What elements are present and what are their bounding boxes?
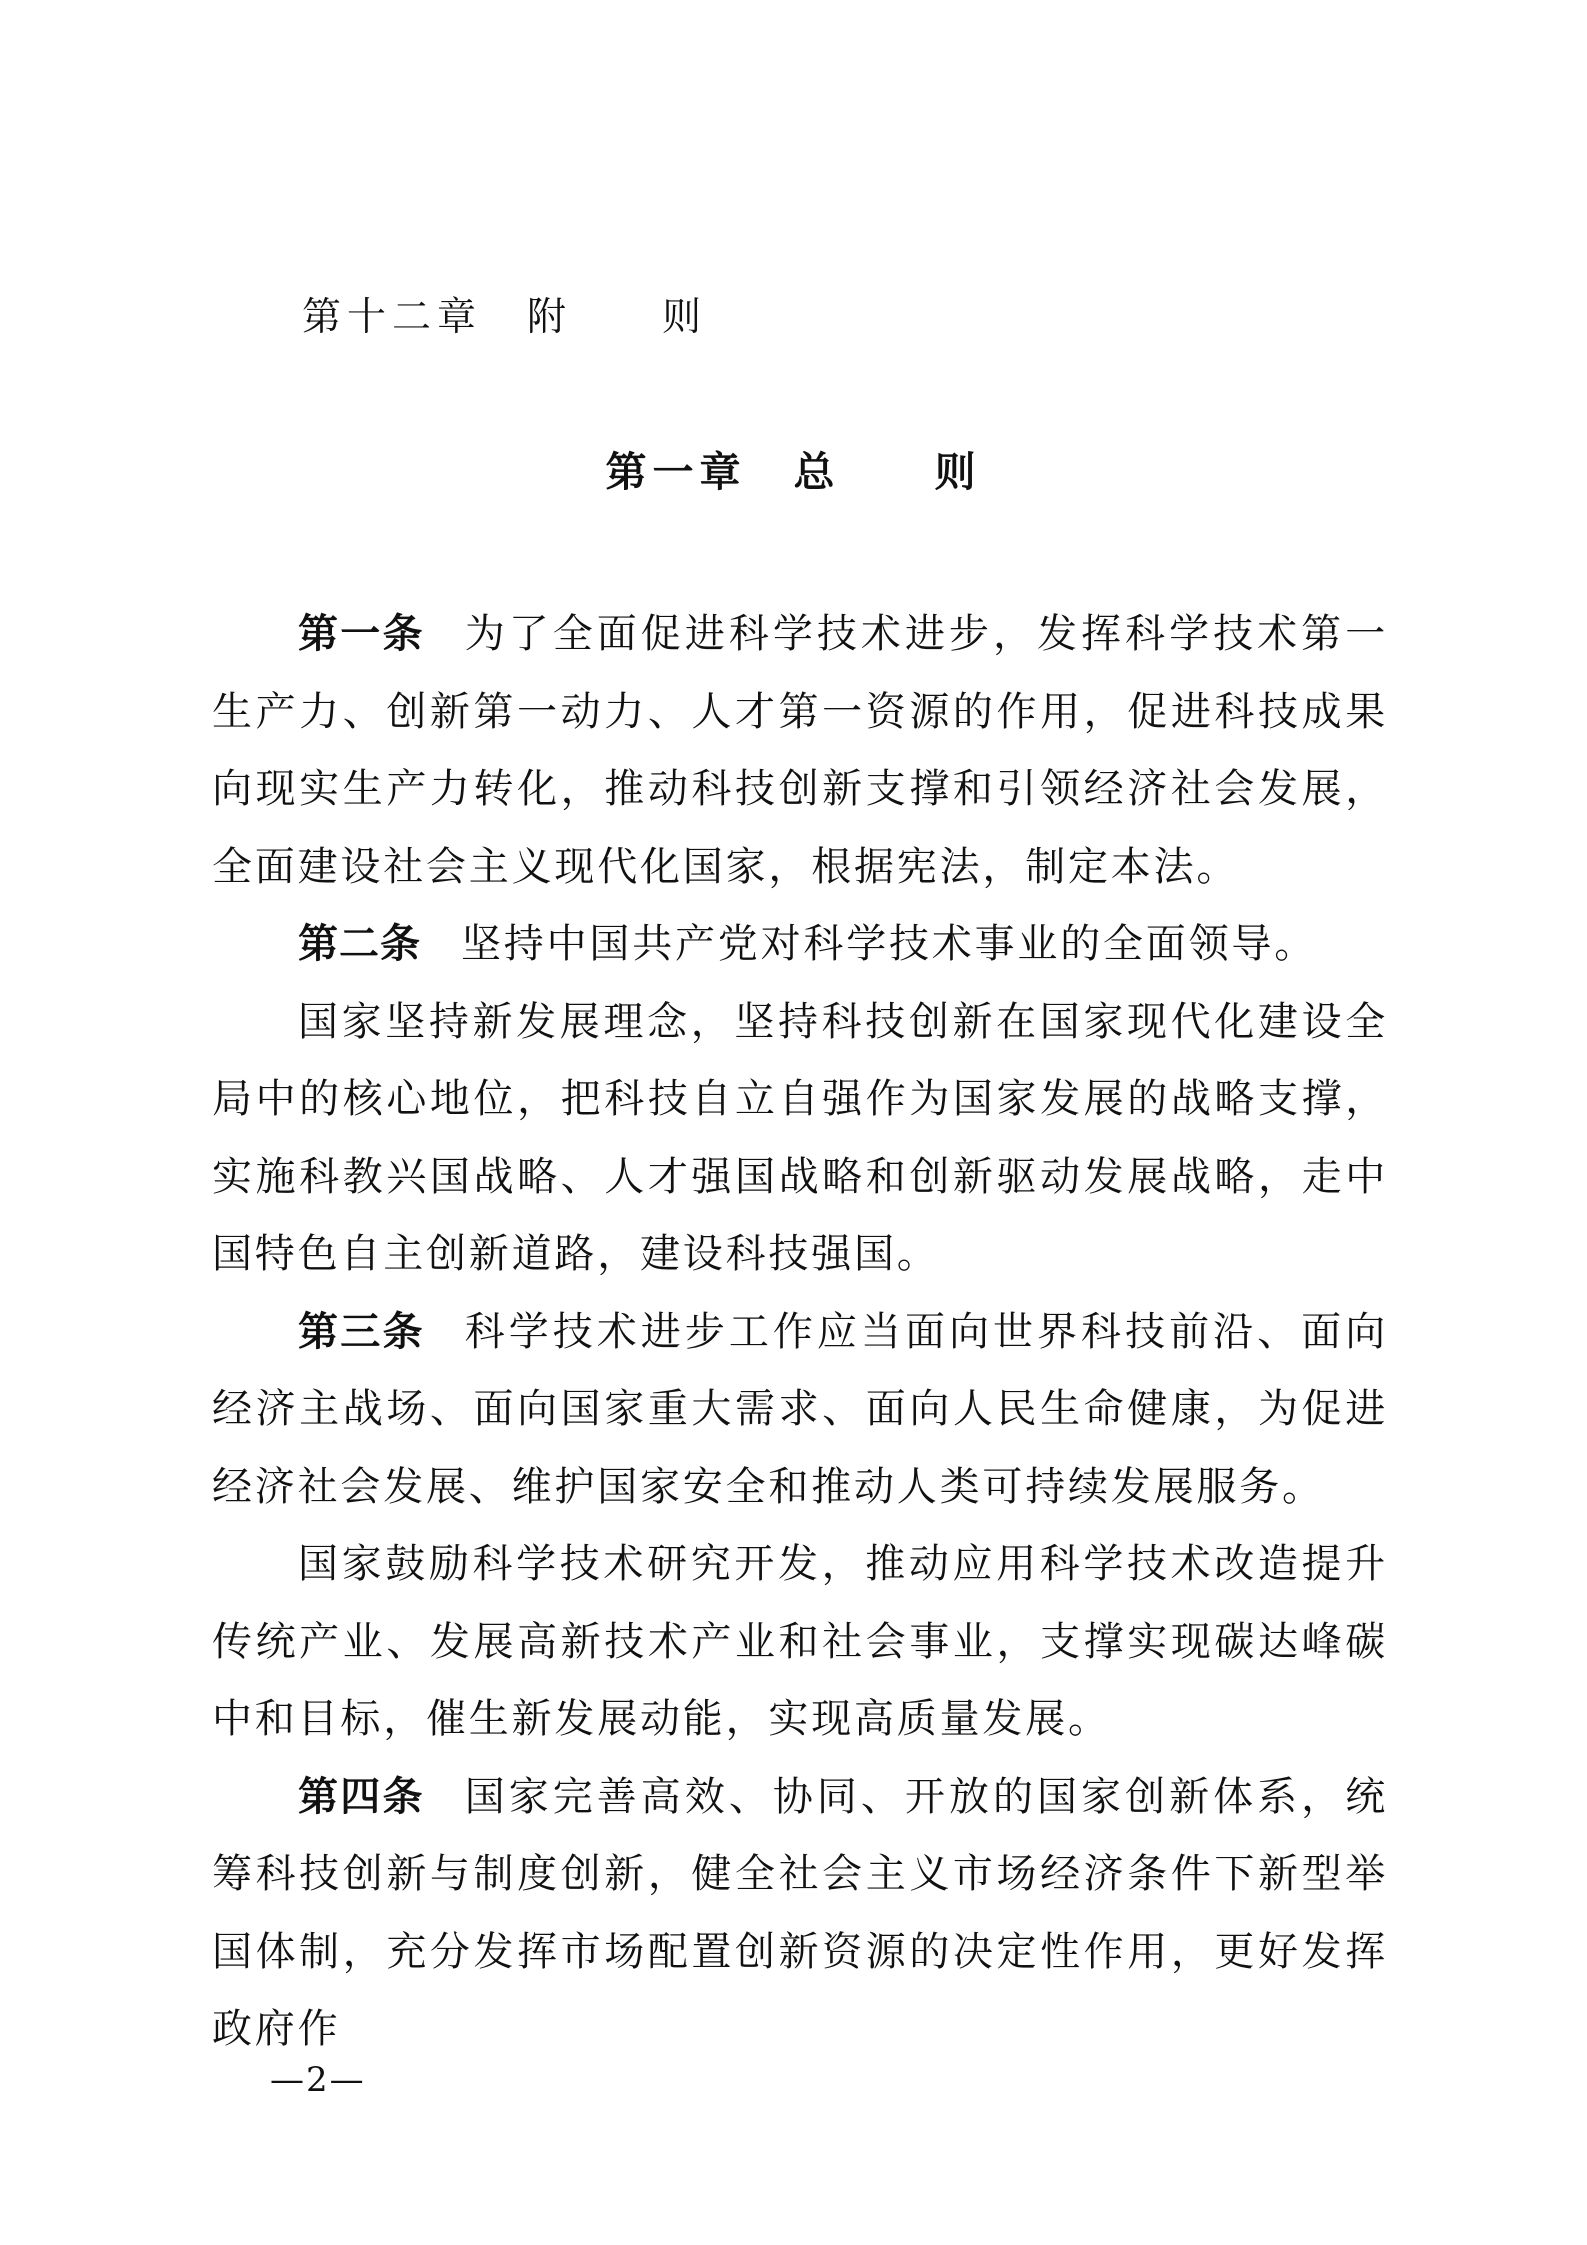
article-label: 第四条 — [298, 1773, 425, 1820]
article-3-paragraph — [212, 1294, 1388, 1527]
article-label: 第三条 — [298, 1308, 425, 1355]
article-label: 第一条 — [298, 611, 425, 657]
page-number: —2— — [270, 2060, 366, 2100]
paragraph-text: 坚持中国共产党对科学技术事业的全面领导。 — [461, 921, 1317, 967]
article-3-continuation — [212, 1526, 1388, 1759]
toc-entry-chapter-12: 第十二章 附 则 — [302, 295, 708, 340]
article-label: 第二条 — [298, 921, 421, 967]
paragraph-text: 国家完善高效、协同、开放的国家创新体系，统筹科技创新与制度创新，健全社会主义市场经济条件下新型举国体制，充分发挥市场配置创新资源的决定性作用，更好发挥政府作 — [212, 1773, 1388, 2052]
paragraph-text: 国家坚持新发展理念，坚持科技创新在国家现代化建设全局中的核心地位，把科技自立自强作为国家发展的战略支撑，实施科教兴国战略、人才强国战略和创新驱动发展战略，走中国特色自主创新道路，建设科技强国。 — [212, 998, 1388, 1277]
article-1-paragraph — [212, 596, 1388, 906]
paragraph-text: 为了全面促进科学技术进步，发挥科学技术第一生产力、创新第一动力、人才第一资源的作用，促进科技成果向现实生产力转化，推动科技创新支撑和引领经济社会发展，全面建设社会主义现代化国家，根据宪法，制定本法。 — [212, 611, 1388, 890]
paragraph-text: 国家鼓励科学技术研究开发，推动应用科学技术改造提升传统产业、发展高新技术产业和社会事业，支撑实现碳达峰碳中和目标，催生新发展动能，实现高质量发展。 — [212, 1541, 1388, 1742]
article-2-paragraph — [212, 906, 1388, 984]
article-body — [212, 596, 1388, 2069]
article-2-continuation — [212, 984, 1388, 1294]
chapter-title: 第一章 总 则 — [605, 448, 982, 496]
paragraph-text: 科学技术进步工作应当面向世界科技前沿、面向经济主战场、面向国家重大需求、面向人民生命健康，为促进经济社会发展、维护国家安全和推动人类可持续发展服务。 — [212, 1308, 1388, 1510]
article-4-paragraph — [212, 1759, 1388, 2069]
